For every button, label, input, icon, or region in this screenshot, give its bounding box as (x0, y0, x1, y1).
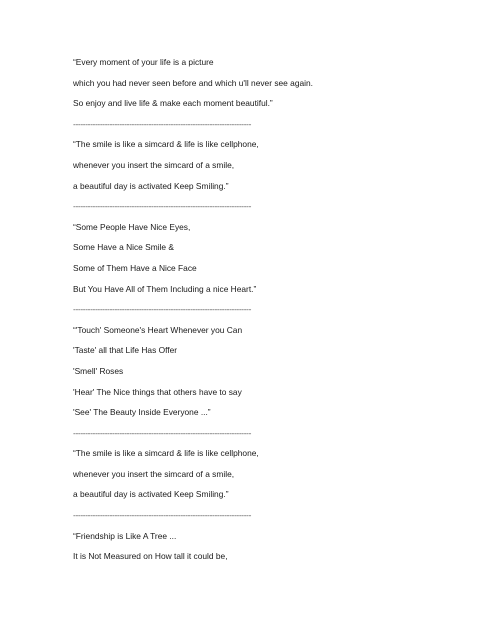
separator-line: ------------------------------------------------------------------------- (73, 118, 252, 129)
quote-line: 'See' The Beauty Inside Everyone ...” (73, 407, 211, 418)
quote-line: “The smile is like a simcard & life is like cellphone, (73, 139, 259, 150)
quote-line: whenever you insert the simcard of a smile, (73, 159, 235, 170)
separator-line: ------------------------------------------------------------------------- (73, 201, 252, 212)
quote-line: So enjoy and live life & make each moment beautiful.” (73, 98, 273, 109)
quote-line: “The smile is like a simcard & life is like cellphone, (73, 448, 259, 459)
quote-line: “Every moment of your life is a picture (73, 57, 214, 67)
quote-line: “Some People Have Nice Eyes, (73, 221, 191, 232)
quote-line: It is Not Measured on How tall it could be, (73, 551, 228, 562)
quote-line: which you had never seen before and which u'll never see again. (73, 77, 313, 88)
quote-line: Some of Them Have a Nice Face (73, 262, 197, 273)
document-body (73, 57, 473, 572)
quote-line: “Friendship is Like A Tree ... (73, 530, 177, 541)
quote-line: 'Smell' Roses (73, 365, 124, 376)
separator-line: ------------------------------------------------------------------------- (73, 510, 252, 521)
quote-line: “'Touch' Someone's Heart Whenever you Can (73, 324, 243, 335)
quote-line: a beautiful day is activated Keep Smiling.” (73, 489, 229, 500)
quote-line: a beautiful day is activated Keep Smiling.” (73, 180, 229, 191)
quote-line: 'Taste' all that Life Has Offer (73, 345, 178, 356)
quote-line: 'Hear' The Nice things that others have to say (73, 386, 242, 397)
quote-line: Some Have a Nice Smile & (73, 242, 175, 253)
quote-line: But You Have All of Them Including a nice Heart.” (73, 283, 257, 294)
quote-line: whenever you insert the simcard of a smile, (73, 468, 235, 479)
separator-line: ------------------------------------------------------------------------- (73, 304, 252, 315)
separator-line: ------------------------------------------------------------------------- (73, 427, 252, 438)
